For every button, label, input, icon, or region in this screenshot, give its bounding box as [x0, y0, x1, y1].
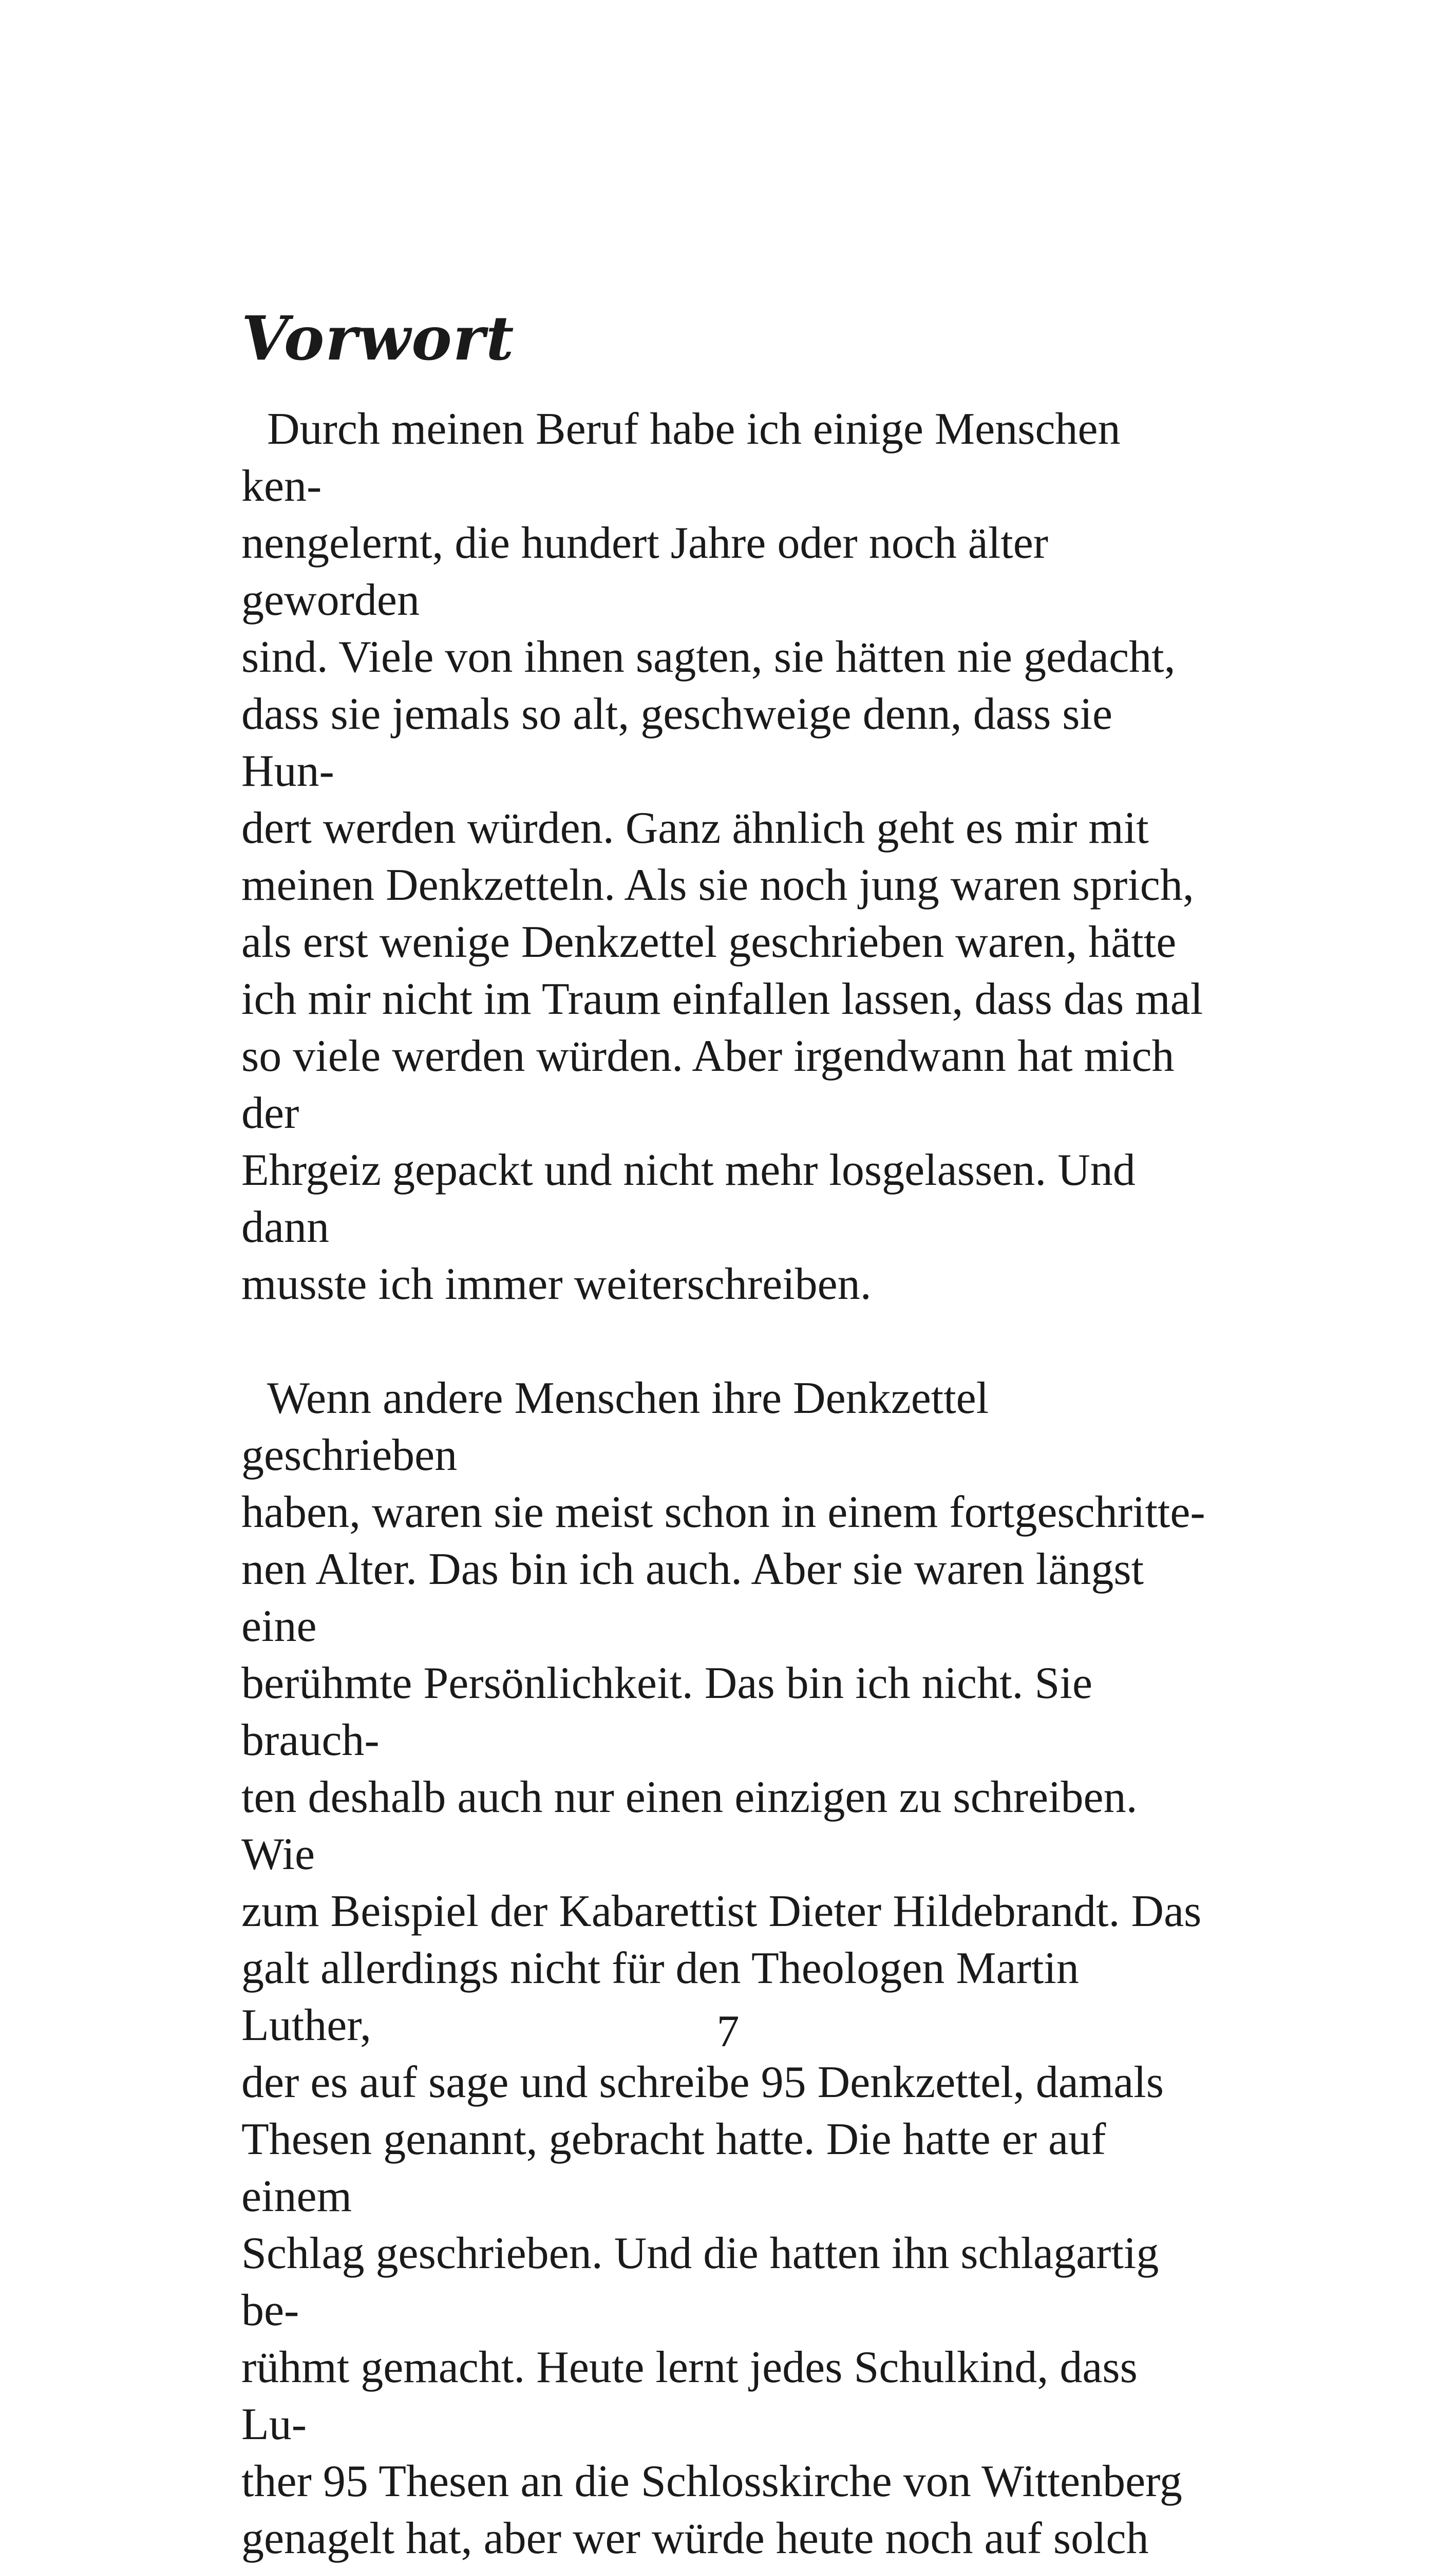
page-number: 7 [716, 2007, 740, 2056]
paragraph-1: Durch meinen Beruf habe ich einige Menschen ken- nengelernt, die hundert Jahre oder noch älter geworden sind. Viele von ihnen sagten, sie hätten nie gedacht, dass sie jemals so alt, geschweige denn, dass sie Hun- dert werden würden. Ganz ähnlich geht es mir mit meinen Denkzetteln. Als sie noch jung waren sprich, als erst wenige Denkzettel geschrieben waren, hätte ich mir nicht im Traum einfallen lassen, dass das mal so viele werden würden. Aber irgendwann hat mich der Ehrgeiz gepackt und nicht mehr losgelassen. Und dann musste ich immer weiterschreiben. [241, 404, 1203, 1309]
chapter-title: Vorwort [241, 303, 515, 374]
body-text [241, 401, 1207, 2568]
paragraph-spacer [241, 1313, 1207, 1370]
paragraph-2: Wenn andere Menschen ihre Denkzettel geschrieben haben, waren sie meist schon in einem fortgeschritte- nen Alter. Das bin ich auch. Aber sie waren längst eine berühmte Persönlichkeit. Das bin ich nicht. Sie brauch- ten deshalb auch nur einen einzigen zu schreiben. Wie zum Beispiel der Kabarettist Dieter Hildebrandt. Das galt allerdings nicht für den Theologen Martin Luther, der es auf sage und schreibe 95 Denkzettel, damals Thesen genannt, gebracht hatte. Die hatte er auf einem Schlag geschrieben. Und die hatten ihn schlagartig be- rühmt gemacht. Heute lernt jedes Schulkind, dass Lu- ther 95 Thesen an die Schlosskirche von Wittenberg genagelt hat, aber wer würde heute noch auf solch [241, 1373, 1205, 2563]
